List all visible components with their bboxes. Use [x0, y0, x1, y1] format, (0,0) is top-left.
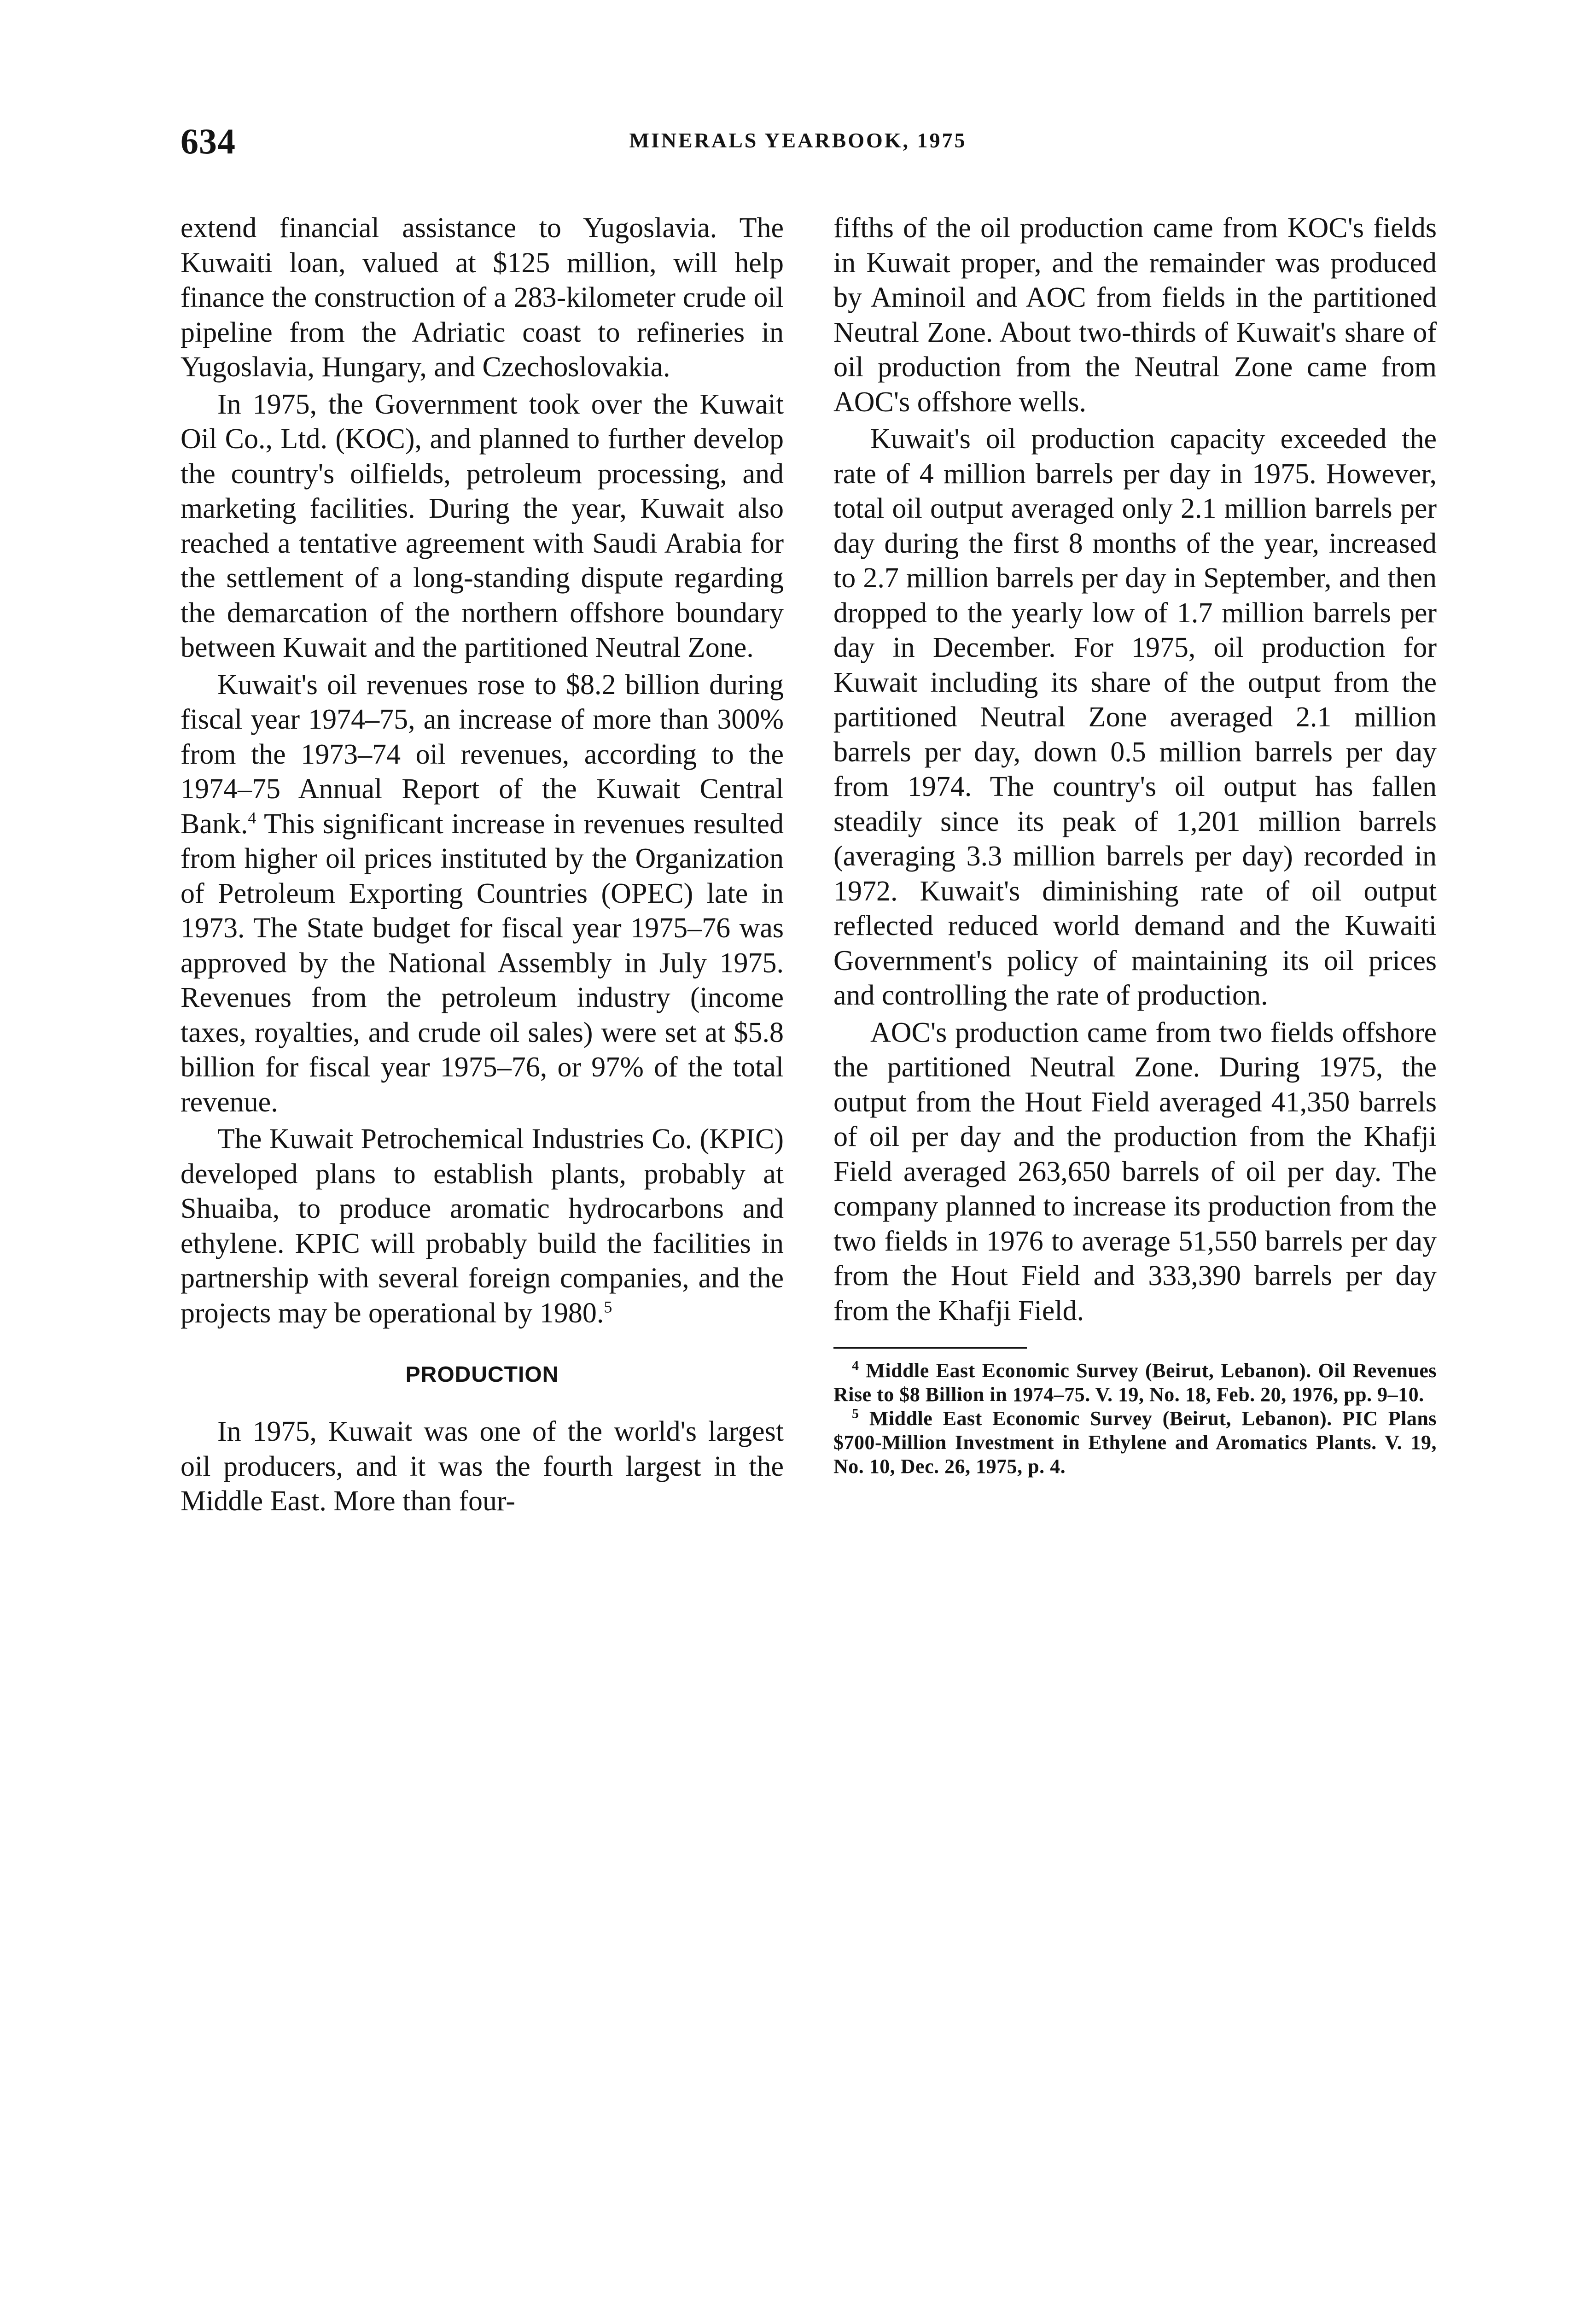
- running-title: MINERALS YEARBOOK, 1975: [629, 129, 967, 152]
- footnote-marker: 4: [852, 1358, 859, 1374]
- footnote-text: Middle East Economic Survey (Beirut, Lebanon). Oil Revenues Rise to $8 Billion in 1974–75. V. 19, No. 18, Feb. 20, 1976, pp. 9–10.: [833, 1359, 1437, 1406]
- paragraph: In 1975, the Government took over the Kuwait Oil Co., Ltd. (KOC), and planned to further develop the country's oilfields, petroleum processing, and marketing facilities. During the year, Kuwait also reached a tentative agreement with Saudi Arabia for the settlement of a long-standing dispute regarding the demarcation of the northern offshore boundary between Kuwait and the partitioned Neutral Zone.: [181, 388, 784, 663]
- paragraph: In 1975, Kuwait was one of the world's largest oil producers, and it was the fourth largest in the Middle East. More than four-: [181, 1416, 784, 1517]
- paragraph: [181, 1122, 784, 1331]
- section-heading: PRODUCTION: [405, 1362, 559, 1387]
- footnote: [833, 1407, 1437, 1479]
- paragraph: [181, 668, 784, 1120]
- paragraph-text: Kuwait's oil revenues rose to $8.2 billion during fiscal year 1974–75, an increase of more than 300% from the 1973–74 oil revenues, according to the 1974–75 Annual Report of the Kuwait Central Bank.: [181, 669, 784, 840]
- footnote: [833, 1359, 1437, 1407]
- paragraph: extend financial assistance to Yugoslavia. The Kuwaiti loan, valued at $125 million, will help finance the construction of a 283-kilometer crude oil pipeline from the Adriatic coast to refineries in Yugoslavia, Hungary, and Czechoslovakia.: [181, 212, 784, 383]
- paragraph: Kuwait's oil production capacity exceeded the rate of 4 million barrels per day in 1975. However, total oil output averaged only 2.1 million barrels per day during the first 8 months of the year, increased to 2.7 million barrels per day in September, and then dropped to the yearly low of 1.7 million barrels per day in December. For 1975, oil production for Kuwait including its share of the output from the partitioned Neutral Zone averaged 2.1 million barrels per day, down 0.5 million barrels per day from 1974. The country's oil output has fallen steadily since its peak of 1,201 million barrels (averaging 3.3 million barrels per day) recorded in 1972. Kuwait's diminishing rate of oil output reflected reduced world demand and the Kuwaiti Government's policy of maintaining its oil prices and controlling the rate of production.: [833, 423, 1437, 1011]
- paragraph: fifths of the oil production came from KOC's fields in Kuwait proper, and the remainder was produced by Aminoil and AOC from fields in the partitioned Neutral Zone. About two-thirds of Kuwait's share of oil production from the Neutral Zone came from AOC's offshore wells.: [833, 212, 1437, 418]
- footnote-reference: 5: [604, 1297, 612, 1316]
- footnote-reference: 4: [248, 808, 256, 827]
- paragraph-text: This significant increase in revenues resulted from higher oil prices instituted by the Organization of Petroleum Exporting Countries (OPEC) late in 1973. The State budget for fiscal year 1975–76 was approved by the National Assembly in July 1975. Revenues from the petroleum industry (income taxes, royalties, and crude oil sales) were set at $5.8 billion for fiscal year 1975–76, or 97% of the total revenue.: [181, 808, 784, 1118]
- footnote-divider: [833, 1347, 1027, 1349]
- left-column: [181, 211, 784, 1519]
- footnote-text: Middle East Economic Survey (Beirut, Lebanon). PIC Plans $700-Million Investment in Ethylene and Aromatics Plants. V. 19, No. 10, Dec. 26, 1975, p. 4.: [833, 1407, 1437, 1478]
- right-column: [833, 211, 1437, 1479]
- page-number: 634: [181, 121, 236, 161]
- paragraph: AOC's production came from two fields offshore the partitioned Neutral Zone. During 1975, the output from the Hout Field averaged 41,350 barrels of oil per day and the production from the Khafji Field averaged 263,650 barrels of oil per day. The company planned to increase its production from the two fields in 1976 to average 51,550 barrels per day from the Hout Field and 333,390 barrels per day from the Khafji Field.: [833, 1017, 1437, 1327]
- footnote-marker: 5: [852, 1406, 859, 1421]
- paragraph-text: The Kuwait Petrochemical Industries Co. (KPIC) developed plans to establish plants, probably at Shuaiba, to produce aromatic hydrocarbons and ethylene. KPIC will probably build the facilities in partnership with several foreign companies, and the projects may be operational by 1980.: [181, 1123, 784, 1329]
